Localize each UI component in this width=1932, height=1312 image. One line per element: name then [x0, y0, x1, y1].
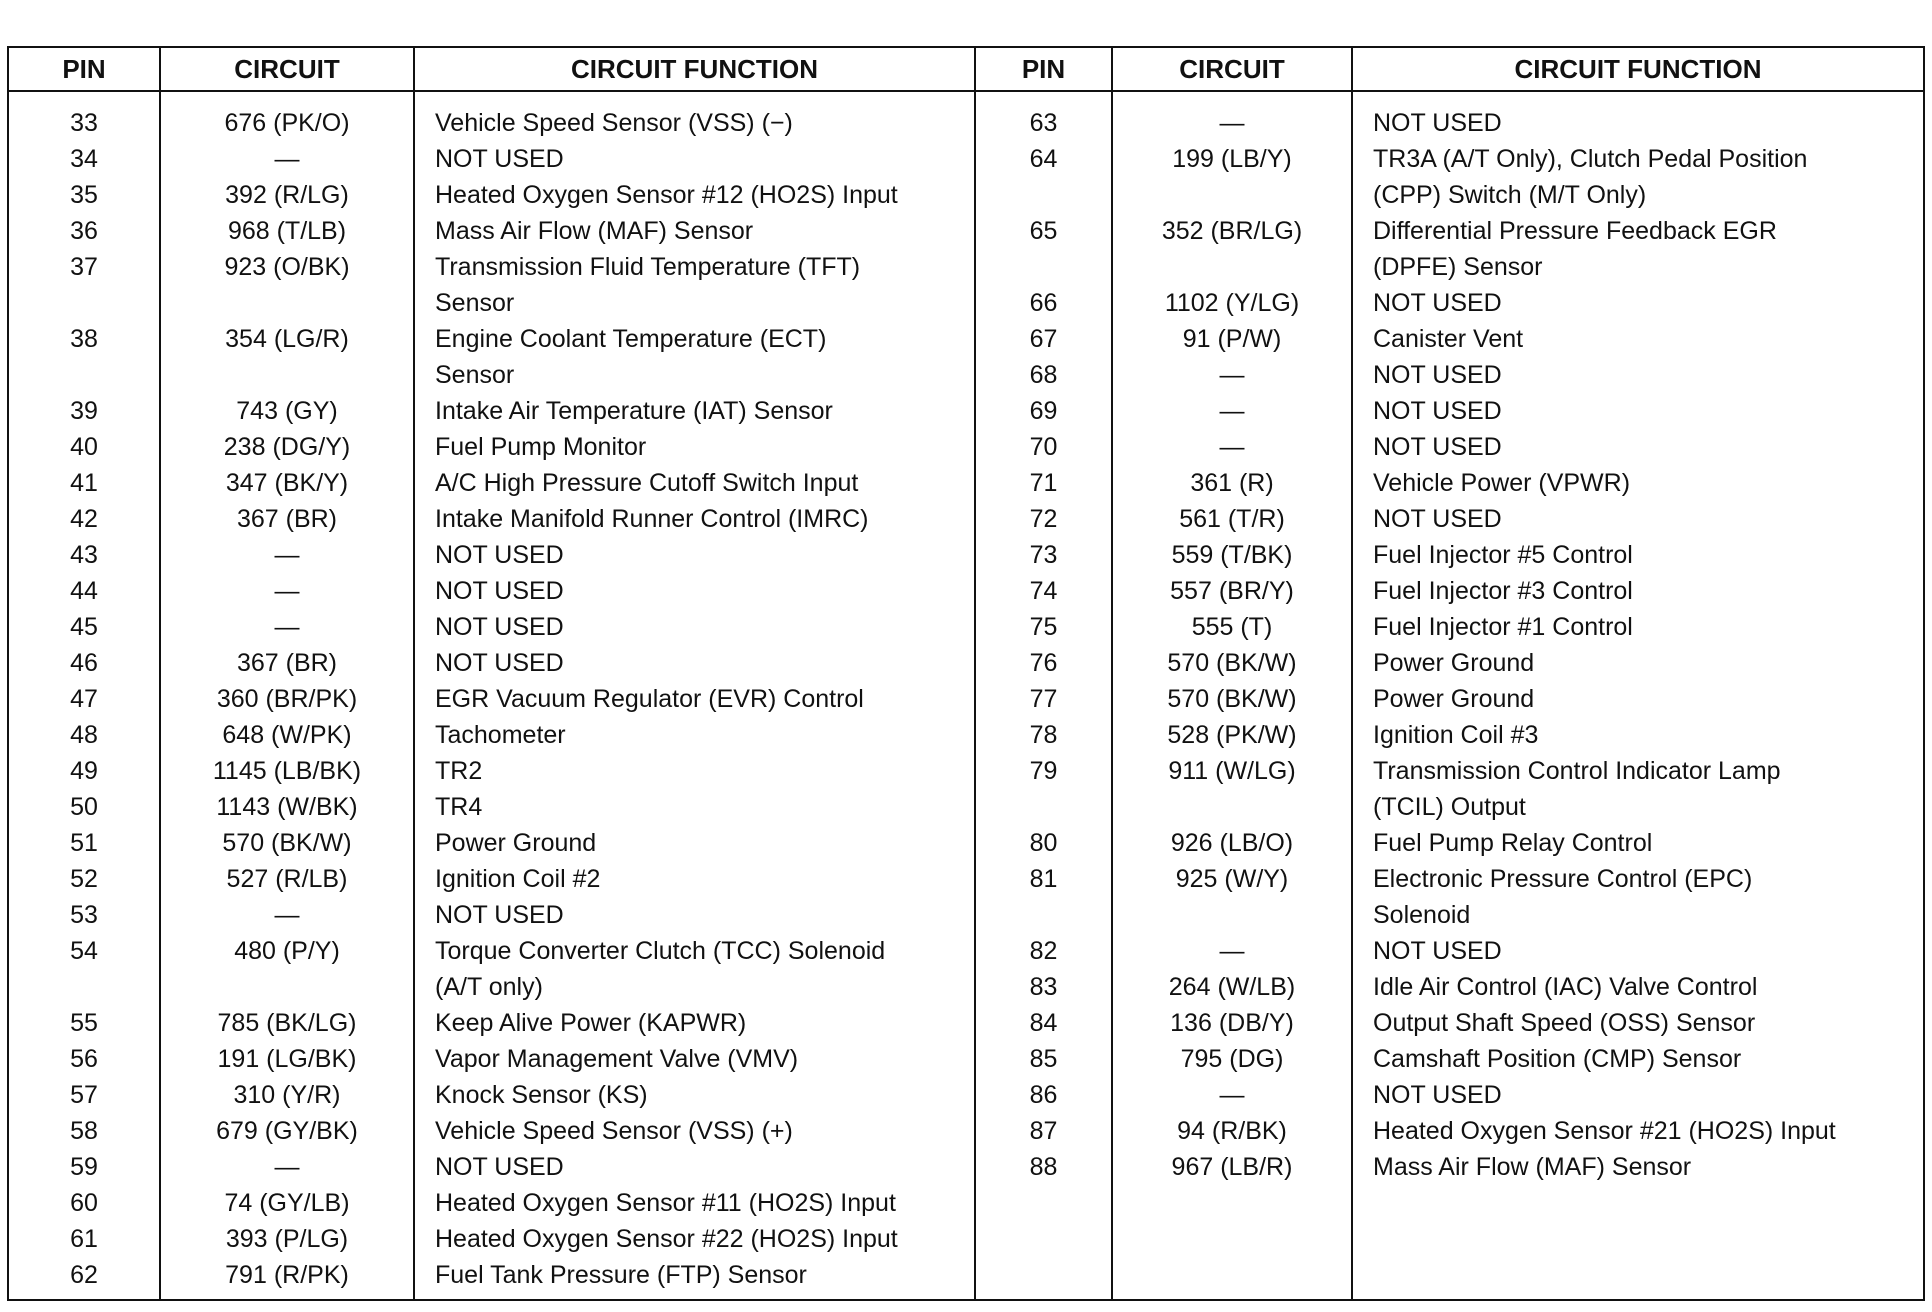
pin-cell: 70 [1029, 433, 1058, 461]
circuit-function-column-header: CIRCUIT FUNCTION [571, 53, 818, 84]
pin-cell: 76 [1029, 649, 1058, 677]
circuit-cell: 570 (BK/W) [222, 829, 352, 857]
pin-cell: 84 [1029, 1009, 1058, 1037]
circuit-function-cell: NOT USED [435, 1153, 564, 1181]
pin-cell: 85 [1029, 1045, 1058, 1073]
circuit-cell: — [274, 901, 300, 929]
pin-cell: 78 [1029, 721, 1058, 749]
pin-cell: 37 [70, 253, 98, 281]
circuit-cell: 264 (W/LB) [1168, 973, 1296, 1001]
circuit-cell: 967 (LB/R) [1171, 1153, 1293, 1181]
circuit-function-cell: Keep Alive Power (KAPWR) [435, 1009, 747, 1037]
circuit-function-cell: NOT USED [1373, 397, 1502, 425]
row-continuation-spacer [161, 285, 413, 321]
circuit-function-cell: A/C High Pressure Cutoff Switch Input [435, 469, 859, 497]
circuit-cell: — [1219, 361, 1245, 389]
pin-column-header: PIN [9, 48, 161, 90]
circuit-cell: 136 (DB/Y) [1170, 1009, 1294, 1037]
circuit-cell: 743 (GY) [236, 397, 338, 425]
circuit-function-cell: Camshaft Position (CMP) Sensor [1373, 1045, 1742, 1073]
circuit-cell: 354 (LG/R) [225, 325, 349, 353]
circuit-cell: 648 (W/PK) [222, 721, 352, 749]
circuit-cell: 570 (BK/W) [1167, 649, 1297, 677]
circuit-cell: 1143 (W/BK) [216, 793, 358, 821]
circuit-cell: 925 (W/Y) [1175, 865, 1289, 893]
circuit-cell: 480 (P/Y) [234, 937, 340, 965]
circuit-function-cell: Heated Oxygen Sensor #21 (HO2S) Input [1373, 1117, 1836, 1145]
circuit-function-cell: Intake Manifold Runner Control (IMRC) [435, 505, 869, 533]
circuit-function-cell: Electronic Pressure Control (EPC) [1373, 865, 1753, 893]
circuit-function-cell: Sensor [435, 361, 515, 389]
circuit-cell: 347 (BK/Y) [225, 469, 349, 497]
circuit-cell: 367 (BR) [236, 649, 338, 677]
pin-cell: 59 [70, 1153, 98, 1181]
circuit-function-cell: Transmission Control Indicator Lamp [1373, 757, 1781, 785]
pin-cell: 36 [70, 217, 98, 245]
circuit-function-cell: Fuel Tank Pressure (FTP) Sensor [435, 1261, 807, 1289]
pin-cell: 72 [1029, 505, 1058, 533]
pin-cell: 35 [70, 181, 98, 209]
pin-cell: 48 [70, 721, 98, 749]
circuit-function-cell: Fuel Pump Monitor [435, 433, 647, 461]
pin-column [976, 92, 1113, 1299]
circuit-function-cell: Differential Pressure Feedback EGR [1373, 217, 1777, 245]
circuit-function-cell: Idle Air Control (IAC) Valve Control [1373, 973, 1758, 1001]
pin-cell: 75 [1029, 613, 1058, 641]
circuit-function-column-header: CIRCUIT FUNCTION [1514, 53, 1762, 84]
pin-cell: 58 [70, 1117, 98, 1145]
pin-cell: 38 [70, 325, 98, 353]
pin-cell: 39 [70, 397, 98, 425]
pin-cell: 88 [1029, 1153, 1058, 1181]
circuit-function-cell: (DPFE) Sensor [1373, 253, 1543, 281]
circuit-function-cell: (TCIL) Output [1373, 793, 1526, 821]
circuit-function-cell: Power Ground [1373, 649, 1535, 677]
circuit-cell: 555 (T) [1191, 613, 1273, 641]
circuit-function-cell: Fuel Pump Relay Control [1373, 829, 1653, 857]
circuit-function-cell: NOT USED [435, 901, 564, 929]
circuit-cell: 367 (BR) [236, 505, 338, 533]
pin-cell: 79 [1029, 757, 1058, 785]
circuit-function-cell: NOT USED [435, 145, 564, 173]
pin-column-header: PIN [976, 48, 1113, 90]
circuit-function-cell: Ignition Coil #3 [1373, 721, 1539, 749]
circuit-function-cell: NOT USED [435, 649, 564, 677]
row-continuation-spacer [1113, 897, 1351, 933]
pin-cell: 60 [70, 1189, 98, 1217]
circuit-function-cell: TR3A (A/T Only), Clutch Pedal Position [1373, 145, 1808, 173]
circuit-function-cell: Fuel Injector #5 Control [1373, 541, 1633, 569]
row-continuation-spacer [976, 897, 1111, 933]
pin-cell: 81 [1029, 865, 1058, 893]
circuit-function-cell: NOT USED [1373, 937, 1502, 965]
circuit-cell: 527 (R/LB) [226, 865, 348, 893]
pin-column [9, 92, 161, 1299]
pin-cell: 50 [70, 793, 98, 821]
circuit-function-cell: Intake Air Temperature (IAT) Sensor [435, 397, 833, 425]
circuit-cell: — [274, 541, 300, 569]
pin-cell: 47 [70, 685, 98, 713]
circuit-cell: — [274, 145, 300, 173]
pin-cell: 80 [1029, 829, 1058, 857]
circuit-function-column [415, 92, 974, 1299]
circuit-column-header: CIRCUIT [1113, 48, 1353, 90]
circuit-function-cell: Engine Coolant Temperature (ECT) [435, 325, 827, 353]
pin-cell: 34 [70, 145, 98, 173]
circuit-function-cell: Mass Air Flow (MAF) Sensor [1373, 1153, 1692, 1181]
row-continuation-spacer [1113, 789, 1351, 825]
circuit-cell: 528 (PK/W) [1167, 721, 1297, 749]
table-body [976, 92, 1923, 1299]
pin-cell: 83 [1029, 973, 1058, 1001]
circuit-function-column [1353, 92, 1923, 1299]
circuit-cell: — [1219, 937, 1245, 965]
circuit-function-cell: Heated Oxygen Sensor #22 (HO2S) Input [435, 1225, 898, 1253]
table-left-half [9, 48, 976, 1299]
circuit-function-cell: Heated Oxygen Sensor #11 (HO2S) Input [435, 1189, 896, 1217]
row-continuation-spacer [9, 969, 159, 1005]
circuit-function-cell: Power Ground [435, 829, 597, 857]
circuit-cell: 310 (Y/R) [233, 1081, 341, 1109]
circuit-cell: — [274, 1153, 300, 1181]
pin-cell: 63 [1029, 109, 1058, 137]
pin-cell: 73 [1029, 541, 1058, 569]
circuit-function-cell: Fuel Injector #3 Control [1373, 577, 1633, 605]
row-continuation-spacer [9, 357, 159, 393]
pin-cell: 74 [1029, 577, 1058, 605]
circuit-cell: 74 (GY/LB) [224, 1189, 350, 1217]
circuit-cell: 361 (R) [1190, 469, 1274, 497]
pin-cell: 42 [70, 505, 98, 533]
pin-cell: 67 [1029, 325, 1058, 353]
circuit-column-header: CIRCUIT [161, 48, 415, 90]
pin-table [7, 46, 1925, 1301]
pin-cell: 86 [1029, 1081, 1058, 1109]
pin-cell: 77 [1029, 685, 1058, 713]
circuit-function-cell: Fuel Injector #1 Control [1373, 613, 1633, 641]
circuit-function-cell: NOT USED [435, 541, 564, 569]
circuit-function-cell: Mass Air Flow (MAF) Sensor [435, 217, 754, 245]
circuit-function-cell: Ignition Coil #2 [435, 865, 601, 893]
pin-cell: 87 [1029, 1117, 1058, 1145]
circuit-cell: 795 (DG) [1180, 1045, 1284, 1073]
circuit-function-cell: Sensor [435, 289, 515, 317]
circuit-cell: 360 (BR/PK) [216, 685, 358, 713]
pin-cell: 33 [70, 109, 98, 137]
circuit-cell: 94 (R/BK) [1177, 1117, 1287, 1145]
circuit-function-cell: (A/T only) [435, 973, 543, 1001]
circuit-function-cell: NOT USED [435, 577, 564, 605]
circuit-cell: 352 (BR/LG) [1161, 217, 1303, 245]
circuit-cell: 557 (BR/Y) [1170, 577, 1294, 605]
pin-cell: 51 [70, 829, 98, 857]
row-continuation-spacer [161, 357, 413, 393]
circuit-cell: 191 (LG/BK) [217, 1045, 357, 1073]
row-continuation-spacer [976, 249, 1111, 285]
circuit-function-cell: Heated Oxygen Sensor #12 (HO2S) Input [435, 181, 898, 209]
circuit-cell: 1102 (Y/LG) [1164, 289, 1300, 317]
circuit-function-cell: (CPP) Switch (M/T Only) [1373, 181, 1647, 209]
circuit-cell: 923 (O/BK) [224, 253, 350, 281]
circuit-function-cell: Vehicle Speed Sensor (VSS) (+) [435, 1117, 793, 1145]
row-continuation-spacer [1113, 177, 1351, 213]
circuit-function-cell: NOT USED [1373, 505, 1502, 533]
row-continuation-spacer [161, 969, 413, 1005]
circuit-cell: 570 (BK/W) [1167, 685, 1297, 713]
pin-cell: 68 [1029, 361, 1058, 389]
pin-cell: 54 [70, 937, 98, 965]
pin-cell: 66 [1029, 289, 1058, 317]
circuit-cell: — [1219, 397, 1245, 425]
pin-cell: 57 [70, 1081, 98, 1109]
circuit-function-cell: NOT USED [1373, 289, 1502, 317]
circuit-function-cell: Vapor Management Valve (VMV) [435, 1045, 799, 1073]
circuit-cell: 926 (LB/O) [1170, 829, 1294, 857]
circuit-cell: 1145 (LB/BK) [212, 757, 362, 785]
circuit-function-cell: Power Ground [1373, 685, 1535, 713]
pin-cell: 71 [1029, 469, 1058, 497]
circuit-cell: 785 (BK/LG) [217, 1009, 357, 1037]
circuit-function-cell: EGR Vacuum Regulator (EVR) Control [435, 685, 864, 713]
row-continuation-spacer [1113, 249, 1351, 285]
circuit-column [1113, 92, 1353, 1299]
pin-cell: 64 [1029, 145, 1058, 173]
circuit-function-cell: Vehicle Power (VPWR) [1373, 469, 1631, 497]
circuit-cell: — [1219, 1081, 1245, 1109]
circuit-function-cell: NOT USED [1373, 433, 1502, 461]
pin-cell: 69 [1029, 397, 1058, 425]
pin-cell: 46 [70, 649, 98, 677]
circuit-cell: 561 (T/R) [1179, 505, 1285, 533]
circuit-column [161, 92, 415, 1299]
pin-cell: 41 [70, 469, 98, 497]
row-continuation-spacer [9, 285, 159, 321]
pin-cell: 53 [70, 901, 98, 929]
circuit-function-cell: Torque Converter Clutch (TCC) Solenoid [435, 937, 886, 965]
circuit-cell: 676 (PK/O) [224, 109, 350, 137]
pin-cell: 65 [1029, 217, 1058, 245]
circuit-function-cell: TR4 [435, 793, 483, 821]
circuit-function-cell: NOT USED [435, 613, 564, 641]
circuit-cell: 393 (P/LG) [225, 1225, 349, 1253]
circuit-function-cell: TR2 [435, 757, 483, 785]
circuit-cell: 911 (W/LG) [1168, 757, 1296, 785]
circuit-cell: — [274, 613, 300, 641]
circuit-cell: — [274, 577, 300, 605]
pin-cell: 82 [1029, 937, 1058, 965]
circuit-cell: 791 (R/PK) [225, 1261, 349, 1289]
circuit-function-cell: NOT USED [1373, 1081, 1502, 1109]
pin-cell: 55 [70, 1009, 98, 1037]
circuit-function-cell: Output Shaft Speed (OSS) Sensor [1373, 1009, 1756, 1037]
circuit-cell: 199 (LB/Y) [1172, 145, 1292, 173]
row-continuation-spacer [976, 789, 1111, 825]
circuit-function-cell: Knock Sensor (KS) [435, 1081, 648, 1109]
circuit-cell: 238 (DG/Y) [223, 433, 351, 461]
circuit-function-cell: Tachometer [435, 721, 566, 749]
circuit-function-cell: Canister Vent [1373, 325, 1524, 353]
circuit-cell: — [1219, 109, 1245, 137]
circuit-cell: 91 (P/W) [1182, 325, 1282, 353]
pin-cell: 49 [70, 757, 98, 785]
circuit-function-cell: NOT USED [1373, 361, 1502, 389]
circuit-function-cell: Solenoid [1373, 901, 1471, 929]
header-row [976, 48, 1923, 92]
header-row [9, 48, 974, 92]
pin-cell: 45 [70, 613, 98, 641]
pin-cell: 43 [70, 541, 98, 569]
pin-cell: 61 [70, 1225, 98, 1253]
circuit-cell: 968 (T/LB) [227, 217, 347, 245]
pin-cell: 56 [70, 1045, 98, 1073]
circuit-cell: 559 (T/BK) [1171, 541, 1293, 569]
pin-cell: 44 [70, 577, 98, 605]
circuit-function-cell: Vehicle Speed Sensor (VSS) (−) [435, 109, 793, 137]
table-right-half [976, 48, 1923, 1299]
circuit-cell: 679 (GY/BK) [216, 1117, 358, 1145]
pin-cell: 52 [70, 865, 98, 893]
row-continuation-spacer [976, 177, 1111, 213]
table-body [9, 92, 974, 1299]
pin-cell: 62 [70, 1261, 98, 1289]
circuit-cell: 392 (R/LG) [225, 181, 349, 209]
circuit-function-cell: NOT USED [1373, 109, 1502, 137]
circuit-cell: — [1219, 433, 1245, 461]
pin-cell: 40 [70, 433, 98, 461]
circuit-function-cell: Transmission Fluid Temperature (TFT) [435, 253, 861, 281]
